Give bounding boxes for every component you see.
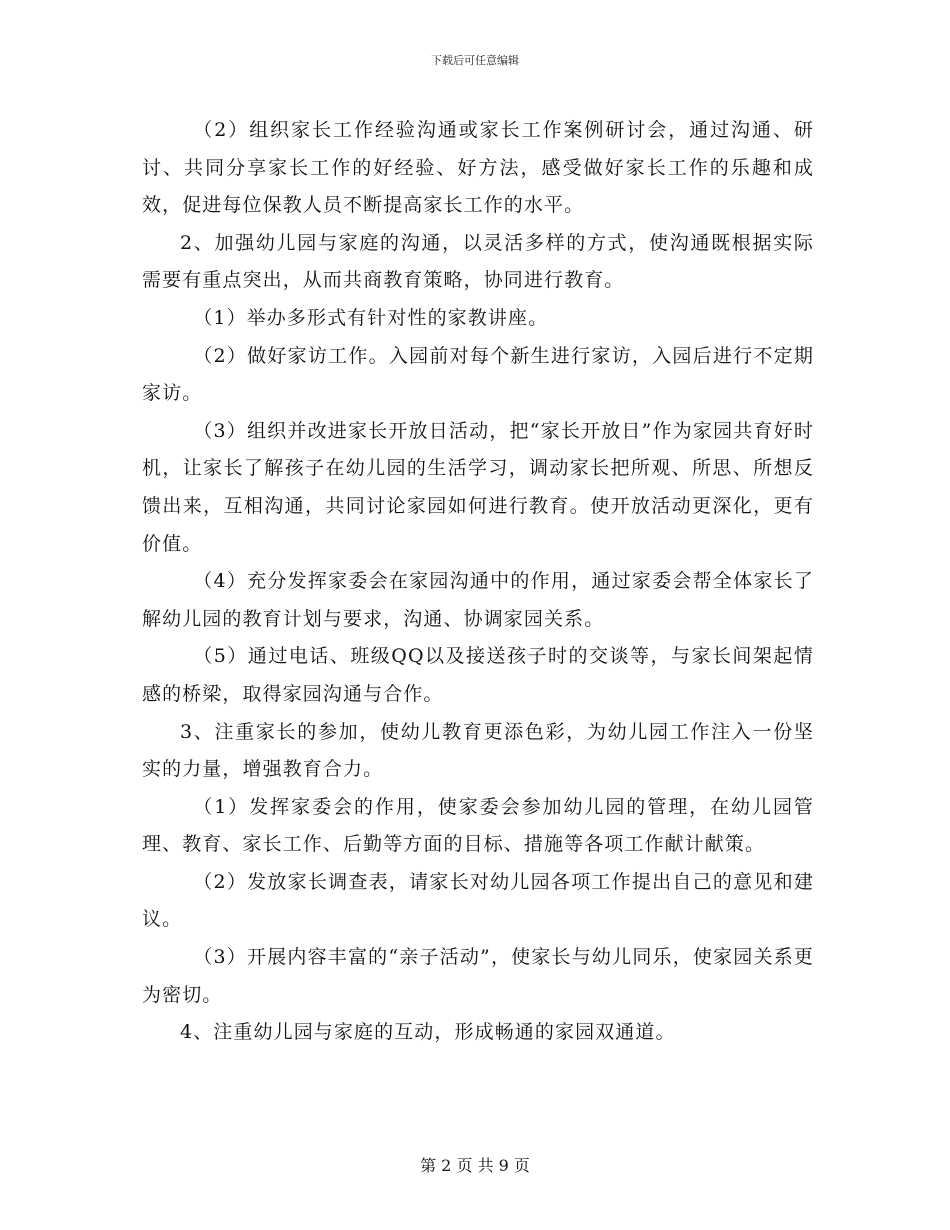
paragraph-7: （5）通过电话、班级QQ以及接送孩子时的交谈等，与家长间架起情感的桥梁，取得家园沟通与合作。: [142, 645, 814, 705]
paragraph-8: 3、注重家长的参加，使幼儿教育更添色彩，为幼儿园工作注入一份坚实的力量，增强教育合力。: [142, 720, 814, 781]
page-number-footer: 第 2 页 共 9 页: [420, 1156, 530, 1175]
paragraph-3: （1）举办多形式有针对性的家教讲座。: [193, 306, 549, 329]
paragraph-9: （1）发挥家委会的作用，使家委会参加幼儿园的管理，在幼儿园管理、教育、家长工作、后勤等方面的目标、措施等各项工作献计献策。: [142, 795, 814, 856]
paragraph-6: （4）充分发挥家委会在家园沟通中的作用，通过家委会帮全体家长了解幼儿园的教育计划与要求，沟通、协调家园关系。: [142, 570, 814, 630]
paragraph-2: 2、加强幼儿园与家庭的沟通，以灵活多样的方式，使沟通既根据实际需要有重点突出，从而共商教育策略，协同进行教育。: [142, 231, 814, 292]
paragraph-10: （2）发放家长调查表，请家长对幼儿园各项工作提出自己的意见和建议。: [142, 870, 814, 931]
paragraph-12: 4、注重幼儿园与家庭的互动，形成畅通的家园双通道。: [180, 1021, 676, 1044]
paragraph-5: （3）组织并改进家长开放日活动，把“家长开放日”作为家园共育好时机，让家长了解孩子在幼儿园的生活学习，调动家长把所观、所思、所想反馈出来，互相沟通，共同讨论家园如何进行教育。使开放活动更深化，更有价值。: [142, 419, 814, 555]
paragraph-1: （2）组织家长工作经验沟通或家长工作案例研讨会，通过沟通、研讨、共同分享家长工作的好经验、好方法，感受做好家长工作的乐趣和成效，促进每位保教人员不断提高家长工作的水平。: [142, 119, 814, 217]
paragraph-11: （3）开展内容丰富的“亲子活动”，使家长与幼儿同乐，使家园关系更为密切。: [142, 946, 814, 1006]
paragraph-4: （2）做好家访工作。入园前对每个新生进行家访，入园后进行不定期家访。: [142, 344, 814, 405]
page-header: 下载后可任意编辑: [431, 54, 519, 67]
document-body: [142, 112, 814, 1052]
